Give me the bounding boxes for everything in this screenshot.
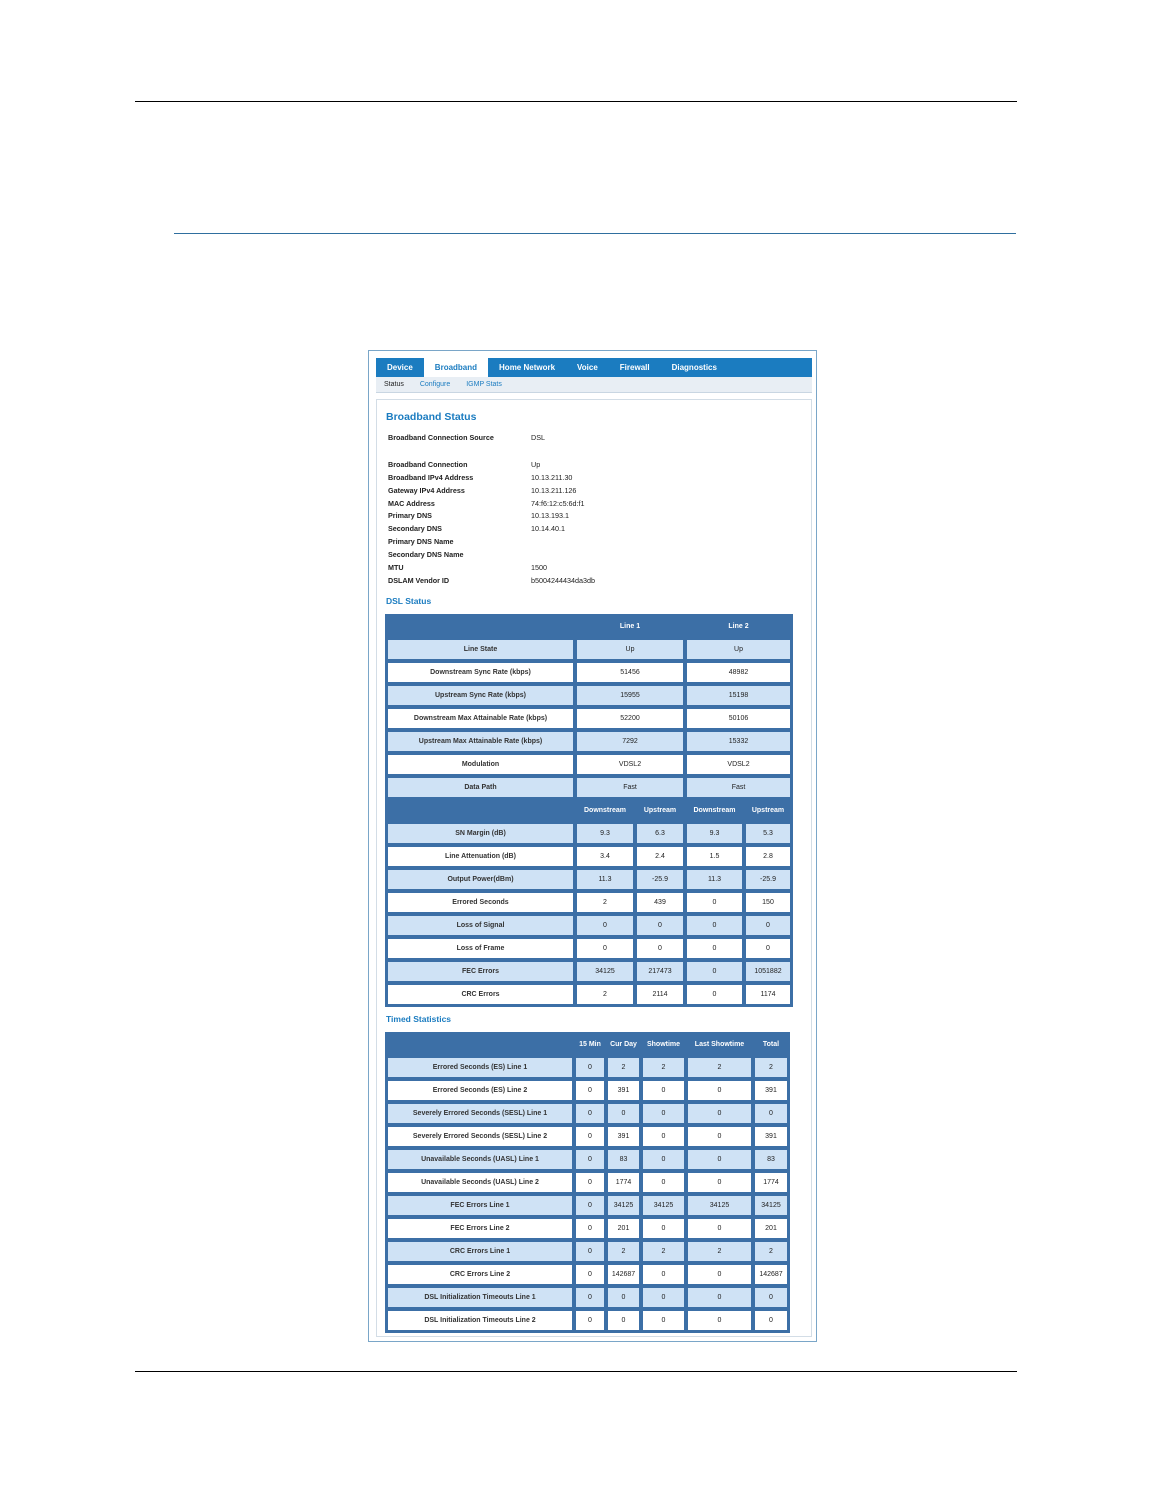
cell-value: 0 [754,1287,788,1308]
cell-value: 142687 [607,1264,640,1285]
field-row-primary-dns [388,511,569,520]
table-row [387,938,791,959]
row-label: Line Attenuation (dB) [387,846,574,867]
field-label: Secondary DNS [388,524,442,533]
table-row [387,1126,788,1147]
row-label: Loss of Signal [387,915,574,936]
cell-value: 391 [607,1080,640,1101]
field-label: DSLAM Vendor ID [388,576,450,585]
table-header-row [387,800,791,821]
row-label: Severely Errored Seconds (SESL) Line 1 [387,1103,573,1124]
cell-value: 2 [642,1057,685,1078]
row-label: FEC Errors [387,961,574,982]
cell-value: 0 [575,1126,605,1147]
cell-value: 1.5 [686,846,743,867]
broadband-status-title: Broadband Status [386,411,477,423]
row-label: SN Margin (dB) [387,823,574,844]
table-row [387,754,791,775]
cell-value: 0 [687,1080,752,1101]
cell-value: 0 [575,1057,605,1078]
cell-value: -25.9 [745,869,791,890]
main-tab-bar [376,358,812,377]
row-label: Output Power(dBm) [387,869,574,890]
table-row [387,869,791,890]
column-header: Upstream [636,800,684,821]
timed-statistics-title: Timed Statistics [386,1014,452,1024]
cell-value: -25.9 [636,869,684,890]
header-rule [135,101,1017,102]
cell-value: 1051882 [745,961,791,982]
cell-value: 51456 [576,662,684,683]
row-label: Severely Errored Seconds (SESL) Line 2 [387,1126,573,1147]
cell-value: 0 [642,1126,685,1147]
field-label: MAC Address [388,499,435,508]
cell-value: 2 [576,892,634,913]
table-row [387,1241,788,1262]
cell-value: 52200 [576,708,684,729]
row-label: Unavailable Seconds (UASL) Line 2 [387,1172,573,1193]
cell-value: 0 [687,1310,752,1331]
cell-value: 0 [576,915,634,936]
cell-value: 0 [745,938,791,959]
cell-value: 11.3 [686,869,743,890]
cell-value: 9.3 [686,823,743,844]
connection-source-value: DSL [531,433,545,442]
cell-value: 201 [754,1218,788,1239]
cell-value: 0 [642,1172,685,1193]
cell-value: 34125 [576,961,634,982]
cell-value: Fast [686,777,791,798]
field-row-mac-address [388,499,585,508]
field-value: 10.13.193.1 [531,511,569,520]
table-row [387,639,791,660]
cell-value: Fast [576,777,684,798]
cell-value: 5.3 [745,823,791,844]
table-header-row [387,616,791,637]
connection-source-row [388,433,545,442]
row-label: CRC Errors [387,984,574,1005]
cell-value: 0 [686,892,743,913]
cell-value: 0 [575,1195,605,1216]
dsl-status-table [385,614,793,1007]
column-header [387,1034,573,1055]
cell-value: 2 [754,1057,788,1078]
column-header: Total [754,1034,788,1055]
cell-value: VDSL2 [686,754,791,775]
router-ui-screenshot [368,350,817,1342]
field-label: MTU [388,563,404,572]
field-label: Primary DNS Name [388,537,454,546]
tab-diagnostics[interactable]: Diagnostics [671,363,717,372]
cell-value: 83 [754,1149,788,1170]
table-row [387,1172,788,1193]
timed-statistics-table [385,1032,790,1333]
field-value: 74:f6:12:c5:6d:f1 [531,499,585,508]
row-label: Modulation [387,754,574,775]
cell-value: 50106 [686,708,791,729]
row-label: Upstream Max Attainable Rate (kbps) [387,731,574,752]
tab-device[interactable]: Device [387,363,413,372]
column-header: Line 1 [576,616,684,637]
row-label: Loss of Frame [387,938,574,959]
field-row-dslam-vendor-id [388,576,595,585]
column-header: Last Showtime [687,1034,752,1055]
cell-value: 15332 [686,731,791,752]
cell-value: 0 [607,1287,640,1308]
cell-value: 83 [607,1149,640,1170]
cell-value: 217473 [636,961,684,982]
subtab-status[interactable]: Status [384,381,404,388]
field-row-gateway-ipv4-address [388,486,576,495]
field-row-mtu [388,563,547,572]
table-row [387,823,791,844]
row-label: DSL Initialization Timeouts Line 2 [387,1310,573,1331]
field-value: 10.13.211.30 [531,473,573,482]
row-label: Downstream Sync Rate (kbps) [387,662,574,683]
field-value: b5004244434da3db [531,576,595,585]
row-label: CRC Errors Line 2 [387,1264,573,1285]
cell-value: 34125 [642,1195,685,1216]
dsl-status-title: DSL Status [386,596,432,606]
row-label: Errored Seconds [387,892,574,913]
table-row [387,1218,788,1239]
cell-value: 3.4 [576,846,634,867]
cell-value: 142687 [754,1264,788,1285]
cell-value: 0 [575,1241,605,1262]
cell-value: 1174 [745,984,791,1005]
cell-value: 0 [642,1264,685,1285]
field-row-primary-dns-name [388,537,531,546]
cell-value: 0 [607,1103,640,1124]
row-label: Errored Seconds (ES) Line 1 [387,1057,573,1078]
row-label: Unavailable Seconds (UASL) Line 1 [387,1149,573,1170]
row-label: Errored Seconds (ES) Line 2 [387,1080,573,1101]
cell-value: 0 [686,915,743,936]
cell-value: 0 [575,1287,605,1308]
cell-value: 0 [636,915,684,936]
cell-value: 0 [636,938,684,959]
table-row [387,1080,788,1101]
cell-value: 2.8 [745,846,791,867]
cell-value: 0 [576,938,634,959]
row-label: FEC Errors Line 2 [387,1218,573,1239]
cell-value: 0 [687,1126,752,1147]
field-value: Up [531,460,541,469]
cell-value: 2 [576,984,634,1005]
cell-value: 9.3 [576,823,634,844]
field-value: 10.13.211.126 [531,486,577,495]
field-row-secondary-dns-name [388,550,531,559]
tab-voice[interactable]: Voice [577,363,598,372]
table-row [387,1195,788,1216]
row-label: FEC Errors Line 1 [387,1195,573,1216]
cell-value: 0 [607,1310,640,1331]
field-row-broadband-ipv4-address [388,473,572,482]
cell-value: 0 [642,1310,685,1331]
tab-home-network[interactable]: Home Network [499,363,556,372]
cell-value: 2 [642,1241,685,1262]
field-label: Broadband Connection [388,460,468,469]
cell-value: 0 [575,1264,605,1285]
cell-value: 0 [745,915,791,936]
cell-value: 0 [687,1149,752,1170]
cell-value: 11.3 [576,869,634,890]
cell-value: 6.3 [636,823,684,844]
cell-value: 0 [687,1218,752,1239]
table-row [387,662,791,683]
cell-value: Up [576,639,684,660]
cell-value: 48982 [686,662,791,683]
cell-value: 0 [754,1103,788,1124]
table-row [387,846,791,867]
cell-value: 391 [607,1126,640,1147]
table-row [387,1103,788,1124]
column-header [387,800,574,821]
table-row [387,915,791,936]
cell-value: 34125 [607,1195,640,1216]
cell-value: 2 [754,1241,788,1262]
row-label: Downstream Max Attainable Rate (kbps) [387,708,574,729]
cell-value: 0 [575,1080,605,1101]
cell-value: 1774 [754,1172,788,1193]
connection-source-label: Broadband Connection Source [388,433,494,442]
row-label: CRC Errors Line 1 [387,1241,573,1262]
cell-value: 0 [575,1172,605,1193]
cell-value: 439 [636,892,684,913]
table-row [387,731,791,752]
field-value: 10.14.40.1 [531,524,565,533]
row-label: Data Path [387,777,574,798]
field-value: 1500 [531,563,547,572]
subtab-igmp-stats[interactable]: IGMP Stats [466,381,502,388]
column-header: Upstream [745,800,791,821]
table-row [387,961,791,982]
cell-value: 15955 [576,685,684,706]
cell-value: 2 [687,1057,752,1078]
table-row [387,1310,788,1331]
cell-value: 0 [575,1310,605,1331]
table-row [387,1264,788,1285]
field-label: Broadband IPv4 Address [388,473,474,482]
cell-value: 391 [754,1126,788,1147]
table-row [387,685,791,706]
tab-broadband[interactable]: Broadband [424,358,488,377]
column-header: Line 2 [686,616,791,637]
cell-value: 2 [687,1241,752,1262]
cell-value: 2 [607,1057,640,1078]
cell-value: 0 [754,1310,788,1331]
cell-value: 0 [686,938,743,959]
cell-value: 391 [754,1080,788,1101]
table-row [387,1287,788,1308]
footer-rule [135,1371,1017,1372]
cell-value: 2 [607,1241,640,1262]
cell-value: 0 [642,1103,685,1124]
column-header: Showtime [642,1034,685,1055]
cell-value: 1774 [607,1172,640,1193]
cell-value: 0 [687,1287,752,1308]
field-label: Secondary DNS Name [388,550,464,559]
sub-tab-bar [376,377,812,393]
table-row [387,777,791,798]
column-header: Cur Day [607,1034,640,1055]
column-header [387,616,574,637]
table-row [387,892,791,913]
cell-value: 0 [642,1287,685,1308]
table-row [387,708,791,729]
subtab-configure[interactable]: Configure [419,381,451,388]
cell-value: 0 [686,961,743,982]
cell-value: 2114 [636,984,684,1005]
column-header: Downstream [576,800,634,821]
cell-value: 0 [642,1218,685,1239]
cell-value: Up [686,639,791,660]
table-row [387,1149,788,1170]
tab-firewall[interactable]: Firewall [619,363,650,372]
section-rule [174,233,1016,234]
cell-value: 34125 [754,1195,788,1216]
cell-value: 0 [575,1103,605,1124]
cell-value: 0 [575,1218,605,1239]
row-label: Line State [387,639,574,660]
table-row [387,1057,788,1078]
cell-value: 15198 [686,685,791,706]
field-label: Primary DNS [388,511,432,520]
row-label: DSL Initialization Timeouts Line 1 [387,1287,573,1308]
field-row-secondary-dns [388,524,565,533]
table-header-row [387,1034,788,1055]
cell-value: 0 [687,1172,752,1193]
field-label: Gateway IPv4 Address [388,486,465,495]
cell-value: 34125 [687,1195,752,1216]
cell-value: 7292 [576,731,684,752]
cell-value: 0 [642,1080,685,1101]
row-label: Upstream Sync Rate (kbps) [387,685,574,706]
cell-value: 0 [687,1103,752,1124]
cell-value: 0 [575,1149,605,1170]
field-row-broadband-connection [388,460,540,469]
cell-value: 2.4 [636,846,684,867]
column-header: 15 Min [575,1034,605,1055]
cell-value: 150 [745,892,791,913]
column-header: Downstream [686,800,743,821]
cell-value: 201 [607,1218,640,1239]
cell-value: 0 [687,1264,752,1285]
cell-value: 0 [642,1149,685,1170]
cell-value: VDSL2 [576,754,684,775]
cell-value: 0 [686,984,743,1005]
table-row [387,984,791,1005]
